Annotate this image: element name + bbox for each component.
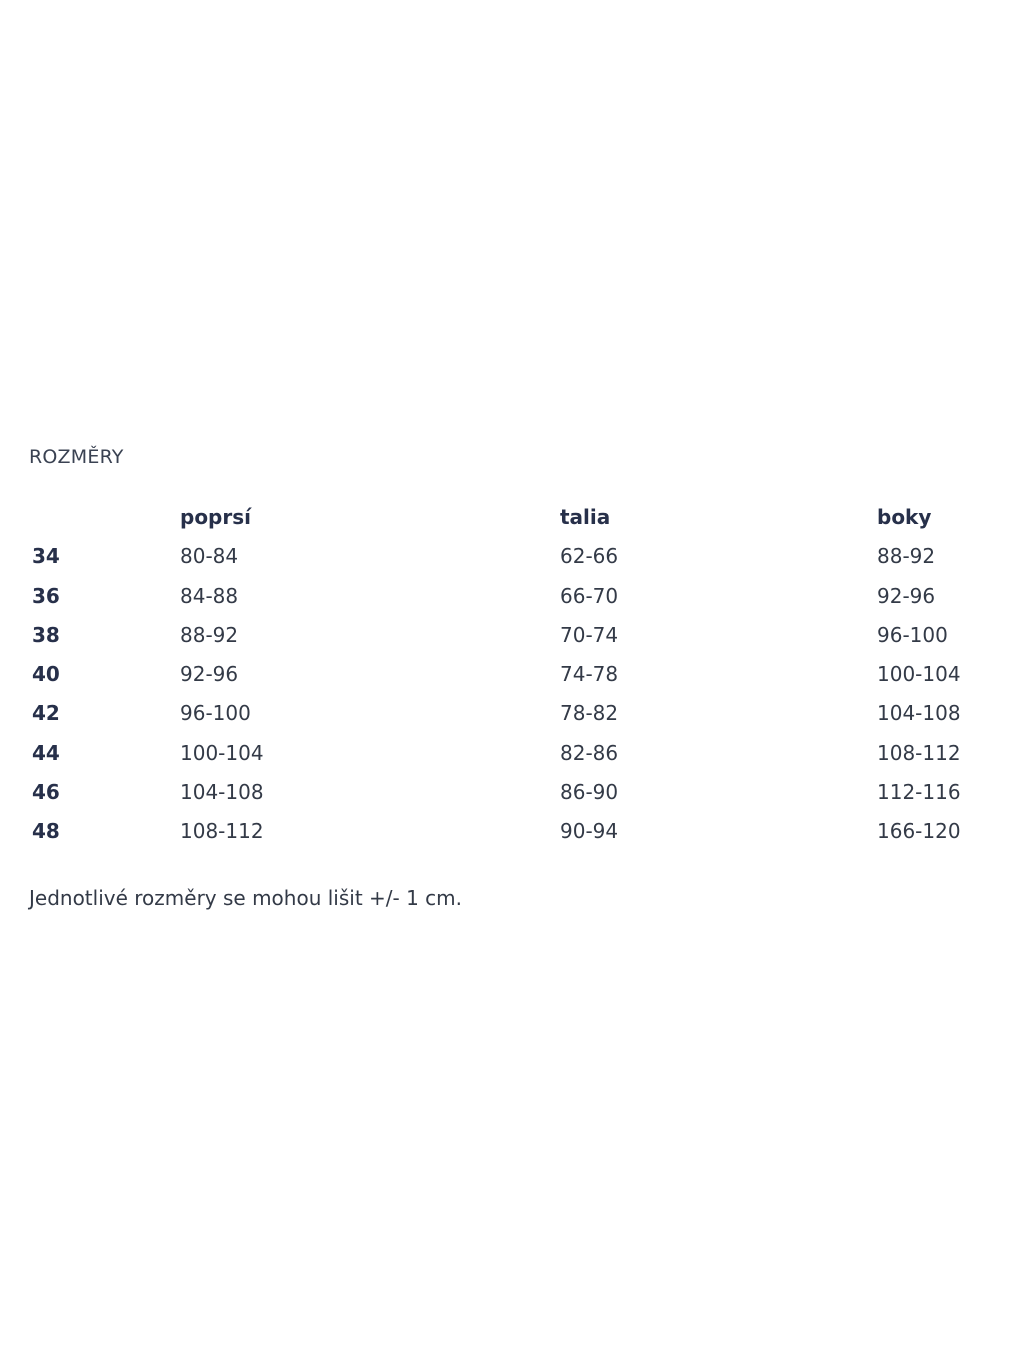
hips-cell: 112-116 — [877, 780, 961, 805]
size-cell: 46 — [32, 780, 60, 805]
header-hips: boky — [877, 505, 932, 529]
waist-cell: 82-86 — [560, 740, 619, 765]
table-row — [0, 618, 1024, 657]
waist-cell: 74-78 — [560, 662, 619, 687]
bust-cell: 104-108 — [180, 780, 264, 805]
table-header-row — [0, 500, 1024, 539]
table-row — [0, 736, 1024, 775]
table-row — [0, 579, 1024, 618]
table-row — [0, 696, 1024, 735]
size-cell: 34 — [32, 544, 60, 569]
tolerance-note: Jednotlivé rozměry se mohou lišit +/- 1 cm. — [29, 886, 463, 910]
table-row — [0, 539, 1024, 578]
size-cell: 44 — [32, 740, 60, 765]
hips-cell: 108-112 — [877, 740, 961, 765]
hips-cell: 104-108 — [877, 701, 961, 726]
hips-cell: 92-96 — [877, 583, 936, 608]
waist-cell: 66-70 — [560, 583, 619, 608]
bust-cell: 88-92 — [180, 622, 239, 647]
bust-cell: 96-100 — [180, 701, 251, 726]
hips-cell: 166-120 — [877, 819, 961, 844]
bust-cell: 84-88 — [180, 583, 239, 608]
waist-cell: 78-82 — [560, 701, 619, 726]
hips-cell: 100-104 — [877, 662, 961, 687]
size-table — [0, 500, 1024, 854]
waist-cell: 86-90 — [560, 780, 619, 805]
table-row — [0, 657, 1024, 696]
size-cell: 36 — [32, 583, 60, 608]
bust-cell: 108-112 — [180, 819, 264, 844]
waist-cell: 70-74 — [560, 622, 619, 647]
waist-cell: 62-66 — [560, 544, 619, 569]
size-cell: 48 — [32, 819, 60, 844]
hips-cell: 96-100 — [877, 622, 948, 647]
header-waist: talia — [560, 505, 611, 529]
bust-cell: 92-96 — [180, 662, 239, 687]
size-cell: 40 — [32, 662, 60, 687]
bust-cell: 80-84 — [180, 544, 239, 569]
table-row — [0, 814, 1024, 853]
waist-cell: 90-94 — [560, 819, 619, 844]
size-cell: 38 — [32, 622, 60, 647]
table-row — [0, 775, 1024, 814]
header-bust: poprsí — [180, 505, 251, 529]
size-cell: 42 — [32, 701, 60, 726]
bust-cell: 100-104 — [180, 740, 264, 765]
size-chart-title: ROZMĚRY — [29, 446, 124, 468]
hips-cell: 88-92 — [877, 544, 936, 569]
